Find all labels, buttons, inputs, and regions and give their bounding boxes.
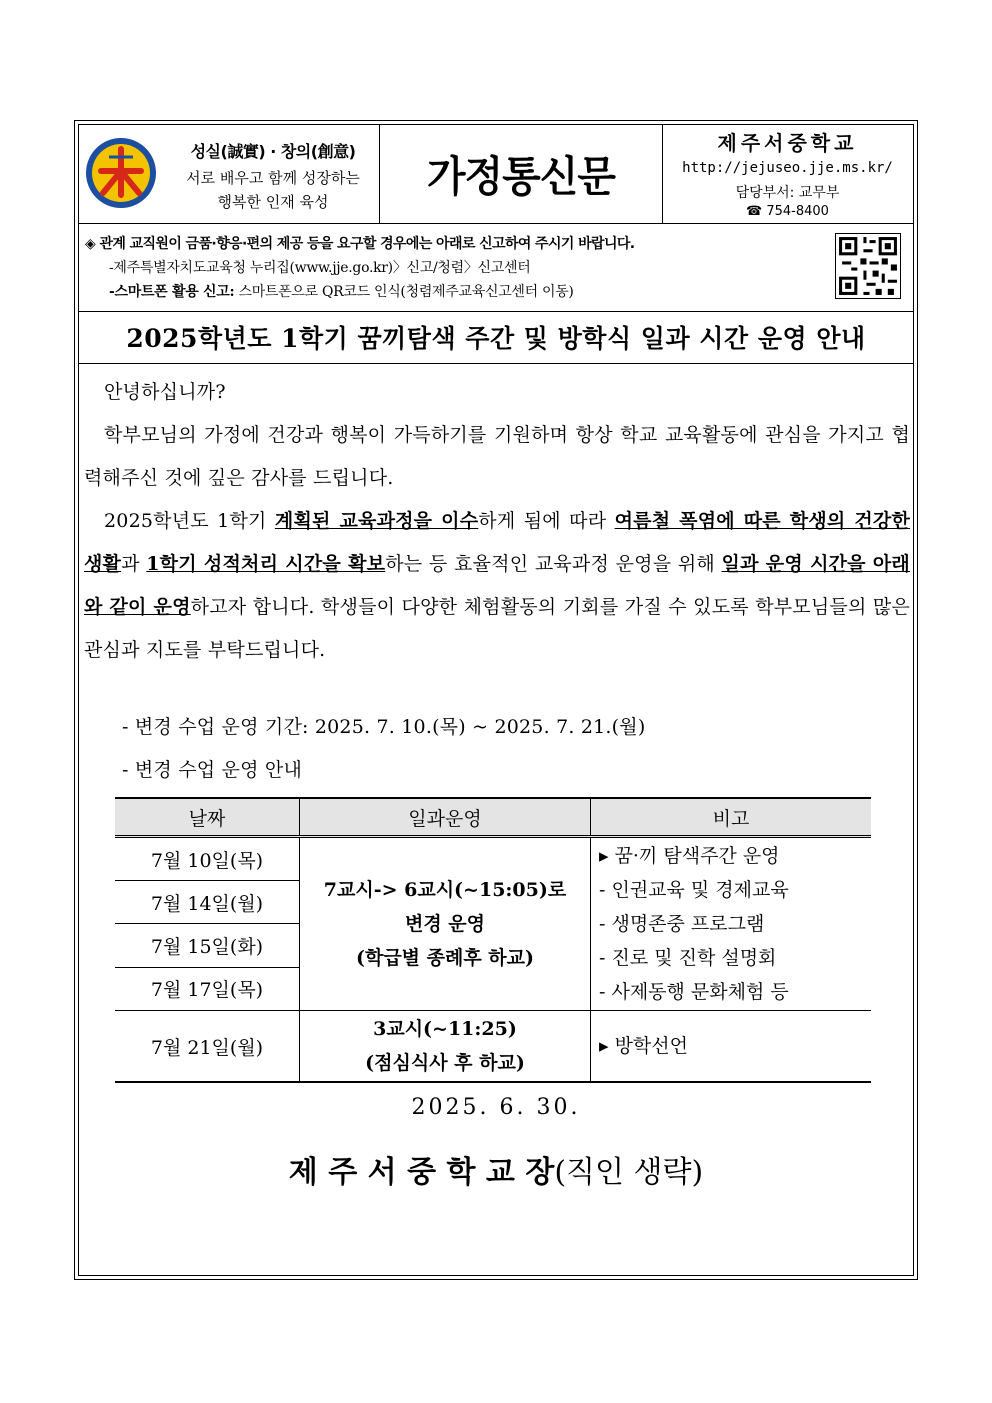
department: 담당부서: 교무부 bbox=[735, 185, 840, 201]
paper-title: 가정통신문 bbox=[426, 152, 615, 201]
letterhead bbox=[79, 125, 913, 224]
col-header-notes: 비고 bbox=[591, 798, 872, 837]
school-motto: 성실(誠實) · 창의(創意) bbox=[190, 142, 356, 161]
date-cell: 7월 17일(목) bbox=[115, 967, 300, 1010]
notice-title: 2025학년도 1학기 꿈끼탐색 주간 및 방학식 일과 시간 운영 안내 bbox=[79, 311, 913, 364]
letterhead-title-cell bbox=[379, 125, 663, 223]
school-name: 제주서중학교 bbox=[717, 131, 858, 155]
notice-line-smartphone bbox=[109, 281, 574, 301]
notice-smartphone-text: 스마트폰으로 QR코드 인식(청렴제주교육신고센터 이동) bbox=[234, 284, 574, 300]
table-row bbox=[115, 1011, 871, 1083]
school-logo-icon bbox=[85, 137, 157, 209]
spacer bbox=[84, 672, 910, 706]
letter-body bbox=[84, 371, 910, 792]
principal-signature bbox=[79, 1147, 913, 1191]
report-notice bbox=[79, 223, 913, 312]
signer-name: 제 주 서 중 학 교 장 bbox=[288, 1155, 555, 1190]
note-item: - 사제동행 문화체험 등 bbox=[599, 981, 789, 1003]
p2-part-a: 2025학년도 1학기 bbox=[104, 510, 275, 532]
operation-line: 3교시(~11:25) bbox=[373, 1018, 517, 1040]
date-cell: 7월 10일(목) bbox=[115, 837, 300, 881]
letterhead-right bbox=[662, 125, 913, 223]
school-slogan-line1: 서로 배우고 함께 성장하는 bbox=[186, 169, 360, 187]
p2-emphasis-schedule: 일과 운영 시간을 아래와 같이 운영 bbox=[84, 553, 910, 618]
operation-line: 7교시-> 6교시(~15:05)로 bbox=[323, 879, 567, 901]
document-inner-frame bbox=[78, 124, 914, 1276]
seal-note: (직인 생략) bbox=[554, 1155, 704, 1190]
issue-date: 2025. 6. 30. bbox=[411, 1095, 581, 1120]
p2-emphasis-grading: 1학기 성적처리 시간을 확보 bbox=[146, 553, 386, 575]
letterhead-left bbox=[79, 125, 380, 223]
table-row bbox=[115, 837, 871, 881]
greeting: 안녕하십니까? bbox=[104, 381, 226, 403]
date-cell: 7월 15일(화) bbox=[115, 924, 300, 967]
bullet-period: - 변경 수업 운영 기간: 2025. 7. 10.(목) ~ 2025. 7. 21.(월) bbox=[122, 716, 646, 738]
p2-part-c: 하게 됨에 따라 bbox=[478, 510, 615, 532]
qr-code-icon[interactable] bbox=[835, 233, 901, 299]
p2-emphasis-curriculum: 계획된 교육과정을 이수 bbox=[274, 510, 479, 532]
operation-line: 변경 운영 bbox=[404, 913, 486, 935]
note-item: - 인권교육 및 경제교육 bbox=[599, 879, 789, 901]
paragraph-schedule-change bbox=[84, 500, 910, 672]
notice-line-website: -제주특별자치도교육청 누리집(www.jje.go.kr)〉신고/청렴〉신고센터 bbox=[109, 260, 531, 276]
p2-part-g: 하는 등 효율적인 교육과정 운영을 위해 bbox=[385, 553, 722, 575]
p2-part-i: 하고자 합니다. 학생들이 다양한 체험활동의 기회를 가질 수 있도록 학부모님들의 많은 관심과 지도를 부탁드립니다. bbox=[84, 596, 911, 661]
notice-smartphone-label: -스마트폰 활용 신고: bbox=[109, 284, 235, 300]
phone-number: ☎ 754-8400 bbox=[746, 204, 829, 219]
school-url[interactable]: http://jejuseo.jje.ms.kr/ bbox=[682, 160, 893, 176]
note-item: - 진로 및 진학 설명회 bbox=[599, 947, 777, 969]
notice-line-main: ◈ 관계 교직원이 금품·향응·편의 제공 등을 요구할 경우에는 아래로 신고하여 주시기 바랍니다. bbox=[85, 236, 635, 252]
operation-cell-closing bbox=[300, 1011, 591, 1083]
schedule-table bbox=[115, 797, 871, 1083]
document-frame bbox=[74, 120, 918, 1280]
table-header-row bbox=[115, 798, 871, 837]
operation-line: (학급별 종례후 하교) bbox=[355, 947, 535, 969]
p2-emphasis-heatwave: 여름철 폭염에 따른 학생의 건강한 생활 bbox=[84, 510, 911, 575]
notes-cell-activities bbox=[591, 837, 872, 1011]
note-item: ▸ 꿈·끼 탐색주간 운영 bbox=[599, 845, 780, 867]
bullet-guide: - 변경 수업 운영 안내 bbox=[122, 759, 303, 781]
notes-cell-closing: ▸ 방학선언 bbox=[591, 1011, 872, 1083]
paragraph-thanks: 학부모님의 가정에 건강과 행복이 가득하기를 기원하며 항상 학교 교육활동에 관심을 가지고 협력해주신 것에 깊은 감사를 드립니다. bbox=[84, 424, 910, 489]
col-header-date: 날짜 bbox=[115, 798, 300, 837]
date-cell: 7월 21일(월) bbox=[115, 1011, 300, 1083]
p2-part-e: 과 bbox=[121, 553, 147, 575]
date-cell: 7월 14일(월) bbox=[115, 881, 300, 924]
col-header-operation: 일과운영 bbox=[300, 798, 591, 837]
operation-line: (점심식사 후 하교) bbox=[365, 1052, 525, 1074]
note-item: - 생명존중 프로그램 bbox=[599, 913, 765, 935]
operation-cell-shortened bbox=[300, 837, 591, 1011]
school-slogan-line2: 행복한 인재 육성 bbox=[217, 193, 329, 211]
